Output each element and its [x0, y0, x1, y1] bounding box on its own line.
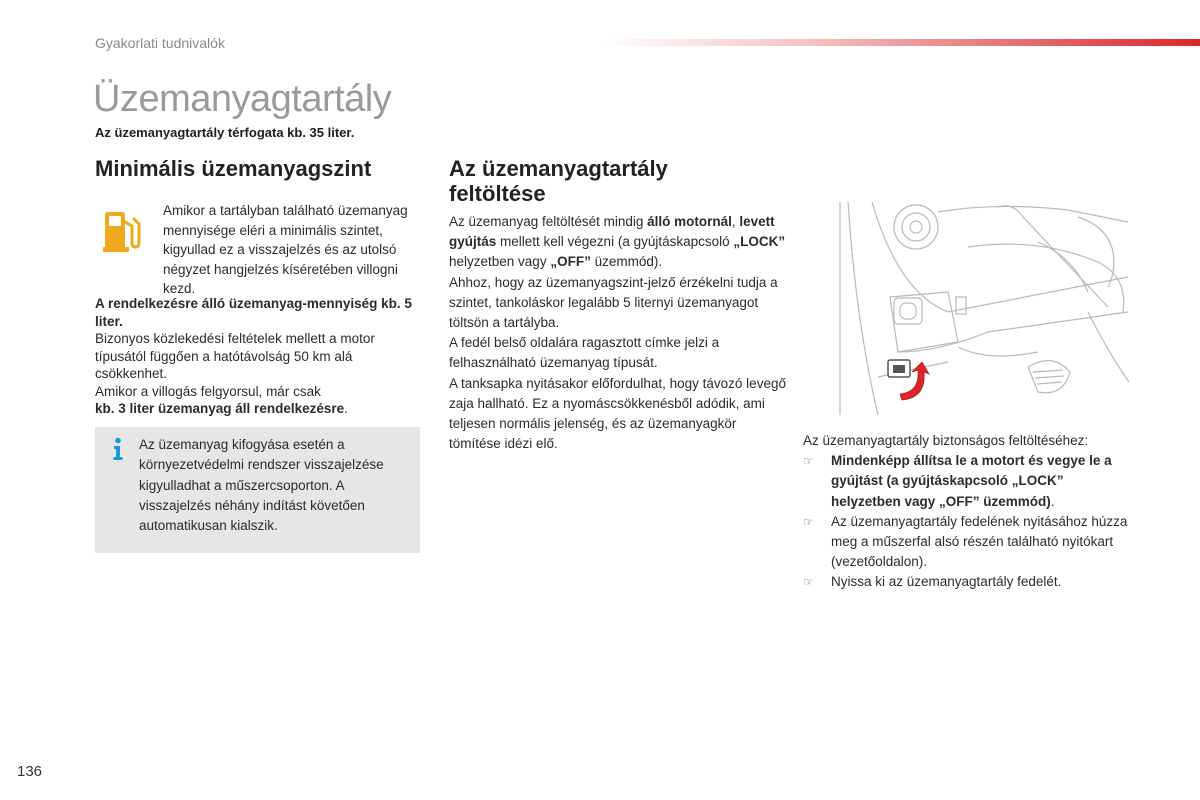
pointing-hand-bullet-icon: ☞	[803, 514, 814, 529]
page-title: Üzemanyagtartály	[93, 78, 392, 120]
p1-text-a: Az üzemanyag feltöltését mindig	[449, 214, 648, 229]
step-3	[803, 572, 1133, 592]
info-icon	[111, 437, 125, 461]
heading-refueling-line1: Az üzemanyagtartály	[449, 156, 668, 181]
page-number: 136	[17, 763, 43, 780]
fuel-pump-icon	[103, 210, 141, 252]
heading-refueling	[449, 156, 769, 206]
step-1-end: .	[1050, 493, 1055, 509]
p1-bold-engine: álló motornál	[647, 214, 732, 229]
blink-text: Amikor a villogás felgyorsul, már csak	[95, 383, 321, 399]
reserve-text: Bizonyos közlekedési feltételek mellett a motor típusától függően a hatótávolság 50 km alá csökkenhet.	[95, 331, 375, 381]
blink-bold: kb. 3 liter üzemanyag áll rendelkezésre	[95, 401, 345, 416]
pointing-hand-bullet-icon: ☞	[803, 575, 814, 590]
refueling-paragraph-3: A fedél belső oldalára ragasztott címke jelzi a felhasználható üzemanyag típusát.	[449, 335, 720, 371]
reserve-label: A rendelkezésre álló üzemanyag-mennyiség kb. 5 liter.	[95, 296, 412, 329]
p1-bold-ignition: levett gyújtás	[449, 214, 775, 250]
step-1-text: Mindenképp állítsa le a motort és vegye le a gyújtást (a gyújtáskapcsoló „LOCK” helyzetben vagy „OFF” üzemmód)	[831, 453, 1112, 509]
pointing-hand-bullet-icon: ☞	[803, 454, 814, 469]
refueling-paragraph-1	[449, 212, 789, 273]
p1-text-f: üzemmód).	[590, 254, 663, 270]
blink-paragraph	[95, 383, 425, 418]
p1-bold-lock: „LOCK”	[733, 234, 786, 250]
info-text: Az üzemanyag kifogyása esetén a környezetvédelmi rendszer visszajelzése kigyulladhat a műszercsoporton. A visszajelzés néhány indítást követően automatikusan kialszik.	[139, 437, 384, 534]
p1-text-e: helyzetben vagy	[449, 254, 551, 270]
low-fuel-description: Amikor a tartályban található üzemanyag mennyisége eléri a minimális szintet, kigyullad ez a visszajelzés és az utolsó négyzet hangjelzés kíséretében villogni kezd.	[163, 203, 408, 296]
p1-bold-off: „OFF”	[550, 254, 591, 270]
reserve-section	[95, 295, 425, 418]
step-1	[803, 451, 1133, 512]
step-3-text: Nyissa ki az üzemanyagtartály fedelét.	[831, 574, 1062, 590]
refueling-steps	[803, 431, 1133, 593]
refueling-paragraph-2: Ahhoz, hogy az üzemanyagszint-jelző érzékelni tudja a szintet, tankoláskor legalább 5 liternyi üzemanyagot töltsön a tartályba.	[449, 274, 778, 331]
heading-refueling-line2: feltöltése	[449, 181, 546, 206]
steps-intro: Az üzemanyagtartály biztonságos feltöltéséhez:	[803, 433, 1089, 448]
p1-text-c: ,	[731, 214, 740, 229]
step-2-text: Az üzemanyagtartály fedelének nyitásához húzza meg a műszerfal alsó részén található nyitókart (vezetőoldalon).	[831, 513, 1128, 570]
page-subtitle: Az üzemanyagtartály térfogata kb. 35 liter.	[95, 125, 355, 140]
p1-text-d: mellett kell végezni (a gyújtáskapcsoló	[496, 234, 734, 250]
section-header: Gyakorlati tudnivalók	[95, 35, 225, 51]
blink-end: .	[344, 401, 348, 416]
step-2	[803, 512, 1133, 573]
refueling-paragraph-4: A tanksapka nyitásakor előfordulhat, hogy távozó levegő zaja hallható. Ez a nyomáscsökkenésből adódik, ami teljesen normális jelenség, és az üzemanyagkör tömítése idézi elő.	[449, 375, 786, 452]
fuel-flap-release-lever-illustration	[838, 202, 1129, 415]
heading-minimum-fuel: Minimális üzemanyagszint	[95, 156, 372, 181]
refueling-body	[449, 212, 789, 454]
header-accent-bar	[600, 39, 1200, 46]
